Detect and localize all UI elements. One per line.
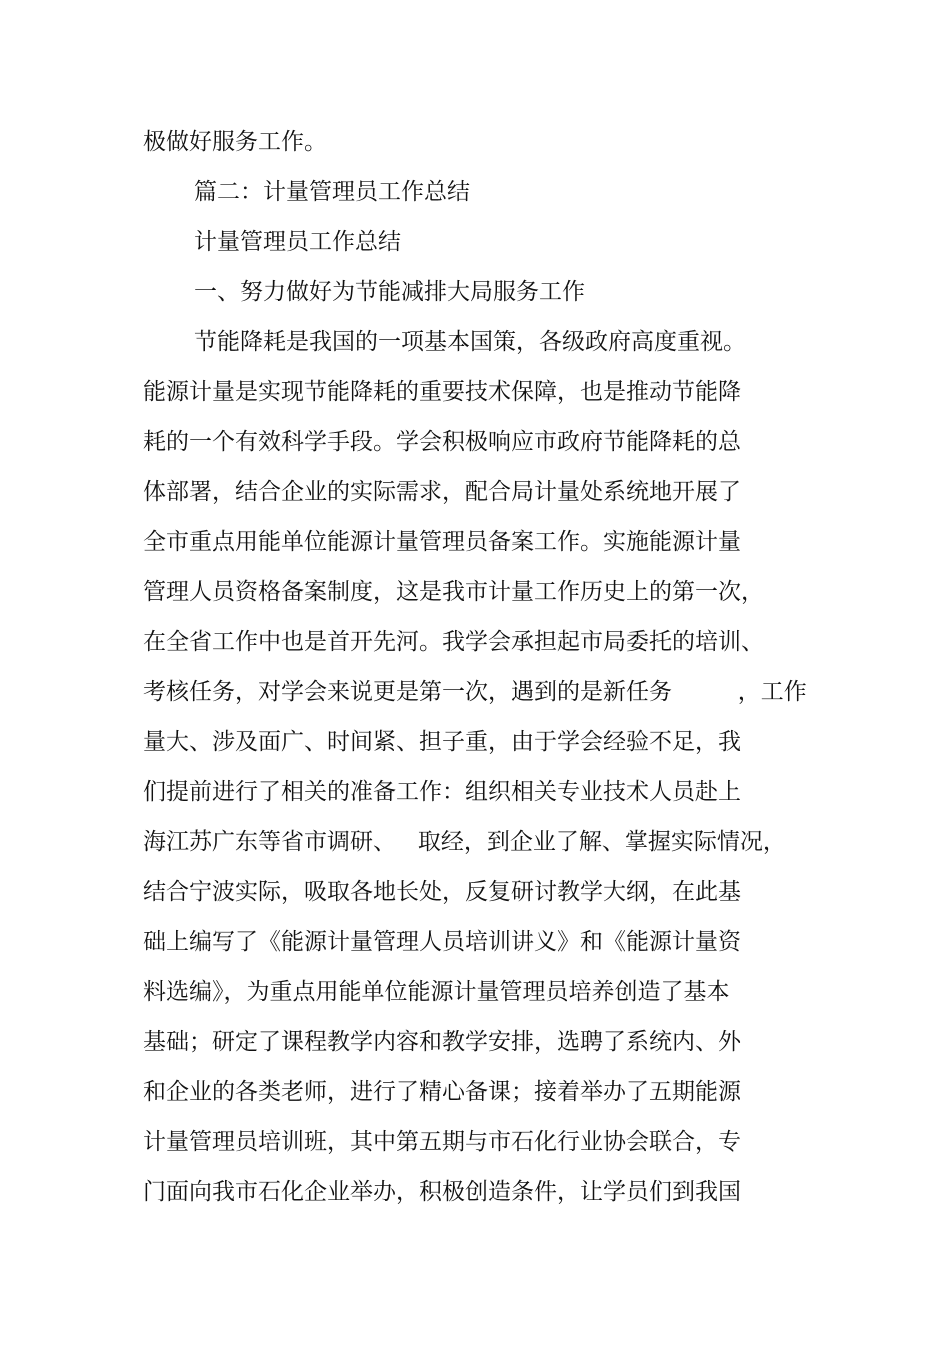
- paragraph-line: 和企业的各类老师，进行了精心备课；接着举办了五期能源: [143, 1079, 741, 1105]
- paragraph-line: 料选编》，为重点用能单位能源计量管理员培养创造了基本: [143, 979, 730, 1005]
- paragraph-line: 海江苏广东等省市调研、 取经，到企业了解、掌握实际情况，: [143, 829, 786, 855]
- paragraph-line: 门面向我市石化企业举办，积极创造条件，让学员们到我国: [143, 1179, 741, 1205]
- paragraph-line: 耗的一个有效科学手段。学会积极响应市政府节能降耗的总: [143, 429, 741, 455]
- paragraph-line: 们提前进行了相关的准备工作：组织相关专业技术人员赴上: [143, 779, 741, 805]
- paragraph-line: 基础；研定了课程教学内容和教学安排，选聘了系统内、外: [143, 1029, 741, 1055]
- paragraph-line: 体部署，结合企业的实际需求，配合局计量处系统地开展了: [143, 479, 741, 505]
- paragraph-line: 计量管理员培训班，其中第五期与市石化行业协会联合，专: [143, 1129, 741, 1155]
- paragraph-line: 管理人员资格备案制度，这是我市计量工作历史上的第一次，: [143, 579, 764, 605]
- paragraph-line: 在全省工作中也是首开先河。我学会承担起市局委托的培训、: [143, 629, 764, 655]
- paragraph-line: 量大、涉及面广、时间紧、担子重，由于学会经验不足，我: [143, 729, 741, 755]
- paragraph-line: 考核任务，对学会来说更是第一次，遇到的是新任务 ，工作: [143, 679, 807, 705]
- text-line: 极做好服务工作。: [143, 129, 327, 155]
- paragraph-line: 结合宁波实际，吸取各地长处，反复研讨教学大纲，在此基: [143, 879, 741, 905]
- paragraph-line: 能源计量是实现节能降耗的重要技术保障，也是推动节能降: [143, 379, 741, 405]
- heading: 计量管理员工作总结: [194, 229, 401, 255]
- section-title: 篇二：计量管理员工作总结: [194, 179, 470, 205]
- paragraph-line: 全市重点用能单位能源计量管理员备案工作。实施能源计量: [143, 529, 741, 555]
- paragraph-line: 础上编写了《能源计量管理人员培训讲义》和《能源计量资: [143, 929, 741, 955]
- subheading: 一、努力做好为节能减排大局服务工作: [194, 279, 585, 305]
- paragraph-line: 节能降耗是我国的一项基本国策，各级政府高度重视。: [194, 329, 746, 355]
